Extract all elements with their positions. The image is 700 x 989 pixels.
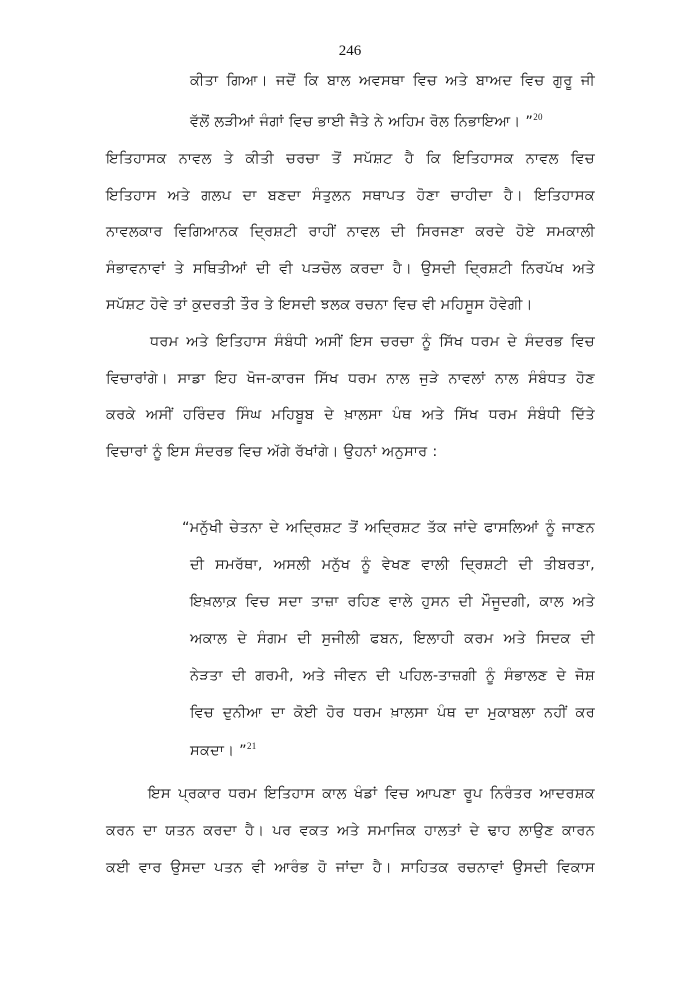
body-line: ਨਾਵਲਕਾਰ ਵਿਗਿਆਨਕ ਦ੍ਰਿਸ਼ਟੀ ਰਾਹੀਂ ਨਾਵਲ ਦੀ ਸਿਰਜਣਾ ਕਰਦੇ ਹੋਏ ਸਮਕਾਲੀ [106,224,595,240]
body-line-indented: ਇਸ ਪ੍ਰਕਾਰ ਧਰਮ ਇਤਿਹਾਸ ਕਾਲ ਖੰਡਾਂ ਵਿਚ ਆਪਣਾ ਰੂਪ ਨਿਰੰਤਰ ਆਦਰਸ਼ਕ [148,786,595,802]
body-line: ਕਈ ਵਾਰ ਉਸਦਾ ਪਤਨ ਵੀ ਆਰੰਭ ਹੋ ਜਾਂਦਾ ਹੈ। ਸਾਹਿਤਕ ਰਚਨਾਵਾਂ ਉਸਦੀ ਵਿਕਾਸ [106,860,595,876]
quote-text: ਵੱਲੋਂ ਲੜੀਆਂ ਜੰਗਾਂ ਵਿਚ ਭਾਈ ਜੈਤੇ ਨੇ ਅਹਿਮ ਰੋਲ ਨਿਭਾਇਆ। ” [190,114,534,130]
body-line-last: ਸਪੱਸ਼ਟ ਹੋਵੇ ਤਾਂ ਕੁਦਰਤੀ ਤੌਰ ਤੇ ਇਸਦੀ ਝਲਕ ਰਚਨਾ ਵਿਚ ਵੀ ਮਹਿਸੂਸ ਹੋਵੇਗੀ। [106,297,533,313]
page-number: 246 [338,43,362,59]
body-line-indented: ਧਰਮ ਅਤੇ ਇਤਿਹਾਸ ਸੰਬੰਧੀ ਅਸੀਂ ਇਸ ਚਰਚਾ ਨੂੰ ਸਿੱਖ ਧਰਮ ਦੇ ਸੰਦਰਭ ਵਿਚ [150,334,595,350]
quote-continuation-line-end [190,114,543,130]
block-quote-line: ਇਖ਼ਲਾਕ਼ ਵਿਚ ਸਦਾ ਤਾਜ਼ਾ ਰਹਿਣ ਵਾਲੇ ਹੁਸਨ ਦੀ ਮੌਜੂਦਗੀ, ਕਾਲ ਅਤੇ [190,594,595,610]
block-quote-line-end [190,743,257,759]
body-line: ਇਤਿਹਾਸ ਅਤੇ ਗਲਪ ਦਾ ਬਣਦਾ ਸੰਤੁਲਨ ਸਥਾਪਤ ਹੋਣਾ ਚਾਹੀਦਾ ਹੈ। ਇਤਿਹਾਸਕ [106,188,595,204]
quote-continuation-line: ਕੀਤਾ ਗਿਆ। ਜਦੋਂ ਕਿ ਬਾਲ ਅਵਸਥਾ ਵਿਚ ਅਤੇ ਬਾਅਦ ਵਿਚ ਗੁਰੂ ਜੀ [190,73,595,89]
body-line: ਸੰਭਾਵਨਾਵਾਂ ਤੇ ਸਥਿਤੀਆਂ ਦੀ ਵੀ ਪੜਚੋਲ ਕਰਦਾ ਹੈ। ਉਸਦੀ ਦ੍ਰਿਸ਼ਟੀ ਨਿਰਪੱਖ ਅਤੇ [106,261,595,277]
body-line: ਇਤਿਹਾਸਕ ਨਾਵਲ ਤੇ ਕੀਤੀ ਚਰਚਾ ਤੋਂ ਸਪੱਸ਼ਟ ਹੈ ਕਿ ਇਤਿਹਾਸਕ ਨਾਵਲ ਵਿਚ [106,151,595,167]
body-line: ਕਰਕੇ ਅਸੀਂ ਹਰਿੰਦਰ ਸਿੰਘ ਮਹਿਬੂਬ ਦੇ ਖ਼ਾਲਸਾ ਪੰਥ ਅਤੇ ਸਿੱਖ ਧਰਮ ਸੰਬੰਧੀ ਦਿੱਤੇ [106,407,595,423]
block-quote-line: ਅਕਾਲ ਦੇ ਸੰਗਮ ਦੀ ਸੁਜੀਲੀ ਫਬਨ, ਇਲਾਹੀ ਕਰਮ ਅਤੇ ਸਿਦਕ ਦੀ [190,631,595,647]
body-line: ਕਰਨ ਦਾ ਯਤਨ ਕਰਦਾ ਹੈ। ਪਰ ਵਕਤ ਅਤੇ ਸਮਾਜਿਕ ਹਾਲਤਾਂ ਦੇ ਢਾਹ ਲਾਉਣ ਕਾਰਨ [106,823,595,839]
block-quote-line: ਨੇੜਤਾ ਦੀ ਗਰਮੀ, ਅਤੇ ਜੀਵਨ ਦੀ ਪਹਿਲ-ਤਾਜ਼ਗੀ ਨੂੰ ਸੰਭਾਲਣ ਦੇ ਜੋਸ਼ [190,668,595,684]
block-quote-line: ਵਿਚ ਦੁਨੀਆ ਦਾ ਕੋਈ ਹੋਰ ਧਰਮ ਖ਼ਾਲਸਾ ਪੰਥ ਦਾ ਮੁਕਾਬਲਾ ਨਹੀਂ ਕਰ [190,705,595,721]
footnote-ref: 21 [247,741,257,752]
block-quote-line: “ਮਨੁੱਖੀ ਚੇਤਨਾ ਦੇ ਅਦ੍ਰਿਸ਼ਟ ਤੋਂ ਅਦ੍ਰਿਸ਼ਟ ਤੱਕ ਜਾਂਦੇ ਫਾਸਲਿਆਂ ਨੂੰ ਜਾਣਨ [182,520,595,536]
block-quote-line: ਦੀ ਸਮਰੱਥਾ, ਅਸਲੀ ਮਨੁੱਖ ਨੂੰ ਵੇਖਣ ਵਾਲੀ ਦ੍ਰਿਸ਼ਟੀ ਦੀ ਤੀਬਰਤਾ, [190,557,595,573]
quote-text: ਸਕਦਾ। ” [190,743,247,759]
body-line: ਵਿਚਾਰਾਂਗੇ। ਸਾਡਾ ਇਹ ਖੋਜ-ਕਾਰਜ ਸਿੱਖ ਧਰਮ ਨਾਲ ਜੁੜੇ ਨਾਵਲਾਂ ਨਾਲ ਸੰਬੰਧਤ ਹੋਣ [106,371,595,387]
body-line-last: ਵਿਚਾਰਾਂ ਨੂੰ ਇਸ ਸੰਦਰਭ ਵਿਚ ਅੱਗੇ ਰੱਖਾਂਗੇ। ਉਹਨਾਂ ਅਨੁਸਾਰ : [106,444,438,460]
footnote-ref: 20 [533,112,543,123]
